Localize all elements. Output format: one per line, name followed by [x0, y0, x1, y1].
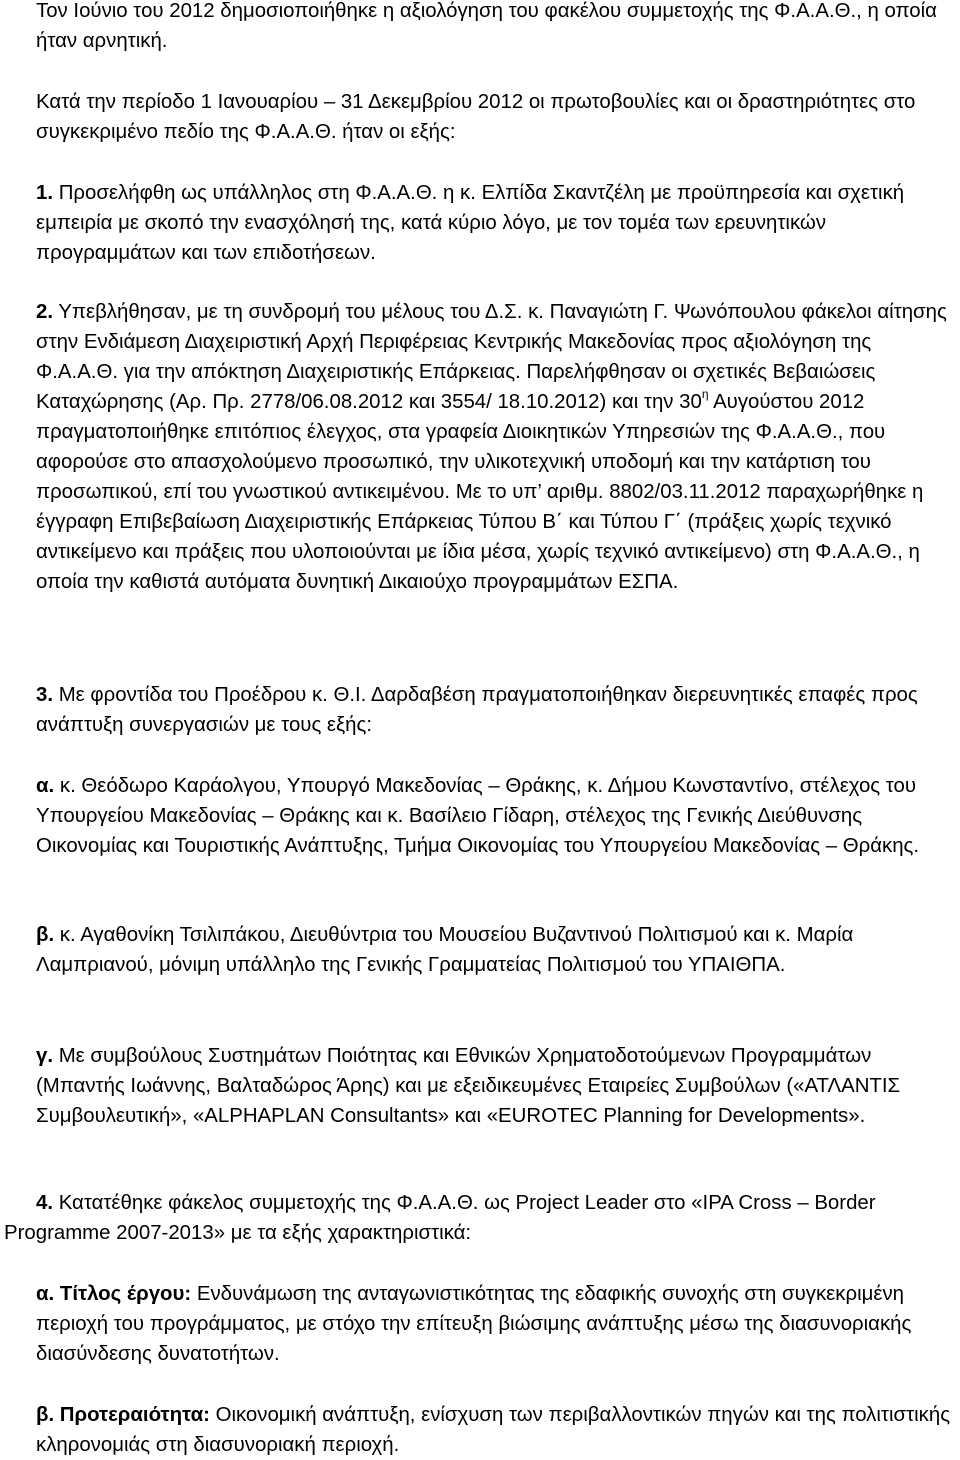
- contact-a: [36, 771, 952, 861]
- item-3-number: 3.: [36, 684, 54, 706]
- contact-c-letter: γ.: [36, 1045, 54, 1067]
- period-paragraph: [36, 87, 956, 147]
- contact-b-text: κ. Αγαθονίκη Τσιλιπάκου, Διευθύντρια του Μουσείου Βυζαντινού Πολιτισμού και κ. Μαρία Λαμπριανού, μόνιμη υπάλληλο της Γενικής Γραμματείας Πολιτισμού του ΥΠΑΙΘΠΑ.: [36, 924, 854, 976]
- project-priority-label: β. Προτεραιότητα:: [36, 1404, 210, 1426]
- project-priority: [36, 1400, 952, 1460]
- item-2-text-before: Υπεβλήθησαν, με τη συνδρομή του μέλους του Δ.Σ. κ. Παναγιώτη Γ. Ψωνόπουλου φάκελοι αίτησης στην Ενδιάμεση Διαχειριστική Αρχή Περιφέρειας Κεντρικής Μακεδονίας προς αξιολόγηση της Φ.Α.Α.Θ. για την απόκτηση Διαχειριστικής Επάρκειας. Παρελήφθησαν οι σχετικές Βεβαιώσεις Καταχώρησης (Αρ. Πρ. 2778/06.08.2012 και 3554/ 18.10.2012) και την 30: [36, 301, 947, 413]
- contact-b: [36, 920, 952, 980]
- intro-text: Τον Ιούνιο του 2012 δημοσιοποιήθηκε η αξιολόγηση του φακέλου συμμετοχής της Φ.Α.Α.Θ., η οποία ήταν αρνητική.: [36, 0, 937, 52]
- item-2-superscript: η: [701, 387, 709, 402]
- project-title: [36, 1279, 952, 1369]
- item-3-text: Με φροντίδα του Προέδρου κ. Θ.Ι. Δαρδαβέση πραγματοποιήθηκαν διερευνητικές επαφές προς ανάπτυξη συνεργασιών με τους εξής:: [36, 684, 918, 736]
- item-2-number: 2.: [36, 301, 54, 323]
- project-title-label: α. Τίτλος έργου:: [36, 1283, 192, 1305]
- contact-b-letter: β.: [36, 924, 55, 946]
- item-3: [36, 680, 952, 740]
- item-2: [36, 297, 952, 597]
- item-1: [36, 178, 952, 268]
- item-1-heading: Προσελήφθη ως υπάλληλος στη Φ.Α.Α.Θ. η κ.: [58, 182, 476, 204]
- item-2-text-after: Αυγούστου 2012 πραγματοποιήθηκε επιτόπιος έλεγχος, στα γραφεία Διοικητικών Υπηρεσιών της Φ.Α.Α.Θ., που αφορούσε στο απασχολούμενο προσωπικό, την υλικοτεχνική υποδομή και την κατάρτιση του προσωπικού, επί του γνωστικού αντικειμένου. Με το υπ’ αριθμ. 8802/03.11.2012 παραχωρήθηκε η έγγραφη Επιβεβαίωση Διαχειριστικής Επάρκειας Τύπου Β΄ και Τύπου Γ΄ (πράξεις χωρίς τεχνικό αντικείμενο και πράξεις που υλοποιούνται με ίδια μέσα, χωρίς τεχνικό αντικείμενο) στη Φ.Α.Α.Θ., η οποία την καθιστά αυτόματα δυνητική Δικαιούχο προγραμμάτων ΕΣΠΑ.: [36, 391, 924, 593]
- contact-c: [36, 1041, 952, 1131]
- item-4-text: Κατατέθηκε φάκελος συμμετοχής της Φ.Α.Α.Θ. ως Project Leader στο «IPA Cross – Border Programme 2007-2013» με τα εξής χαρακτηριστικά:: [4, 1192, 876, 1244]
- contact-a-letter: α.: [36, 775, 55, 797]
- item-4-number: 4.: [36, 1192, 54, 1214]
- item-1-text: Ελπίδα Σκαντζέλη με προϋπηρεσία και σχετική εμπειρία με σκοπό την ενασχόλησή της, κατά κύριο λόγο, με τον τομέα των ερευνητικών προγραμμάτων και των επιδοτήσεων.: [36, 182, 905, 264]
- contact-a-text: κ. Θεόδωρο Καράολγου, Υπουργό Μακεδονίας – Θράκης, κ. Δήμου Κωνσταντίνο, στέλεχος του Υπουργείου Μακεδονίας – Θράκης και κ. Βασίλειο Γίδαρη, στέλεχος της Γενικής Διεύθυνσης Οικονομίας και Τουριστικής Ανάπτυξης, Τμήμα Οικονομίας του Υπουργείου Μακεδονίας – Θράκης.: [36, 775, 920, 857]
- item-4: [4, 1188, 956, 1248]
- project-priority-text: Οικονομική ανάπτυξη, ενίσχυση των περιβαλλοντικών πηγών και της πολιτιστικής κληρονομιάς στη διασυνοριακή περιοχή.: [36, 1404, 951, 1456]
- item-1-number: 1.: [36, 182, 54, 204]
- project-title-text: Ενδυνάμωση της ανταγωνιστικότητας της εδαφικής συνοχής στη συγκεκριμένη περιοχή του προγράμματος, με στόχο την επίτευξη βιώσιμης ανάπτυξης μέσω της διασυνοριακής διασύνδεσης δυνατοτήτων.: [36, 1283, 912, 1365]
- intro-paragraph: [36, 0, 956, 56]
- period-text: Κατά την περίοδο 1 Ιανουαρίου – 31 Δεκεμβρίου 2012 οι πρωτοβουλίες και οι δραστηριότητες στο συγκεκριμένο πεδίο της Φ.Α.Α.Θ. ήταν οι εξής:: [36, 91, 916, 143]
- contact-c-text: Με συμβούλους Συστημάτων Ποιότητας και Εθνικών Χρηματοδοτούμενων Προγραμμάτων (Μπαντής Ιωάννης, Βαλταδώρος Άρης) και με εξειδικευμένες Εταιρείες Συμβούλων («ΑΤΛΑΝΤΙΣ Συμβουλευτική», «ALPHAPLAN Consultants» και «EUROTEC Planning for Developments».: [36, 1045, 901, 1127]
